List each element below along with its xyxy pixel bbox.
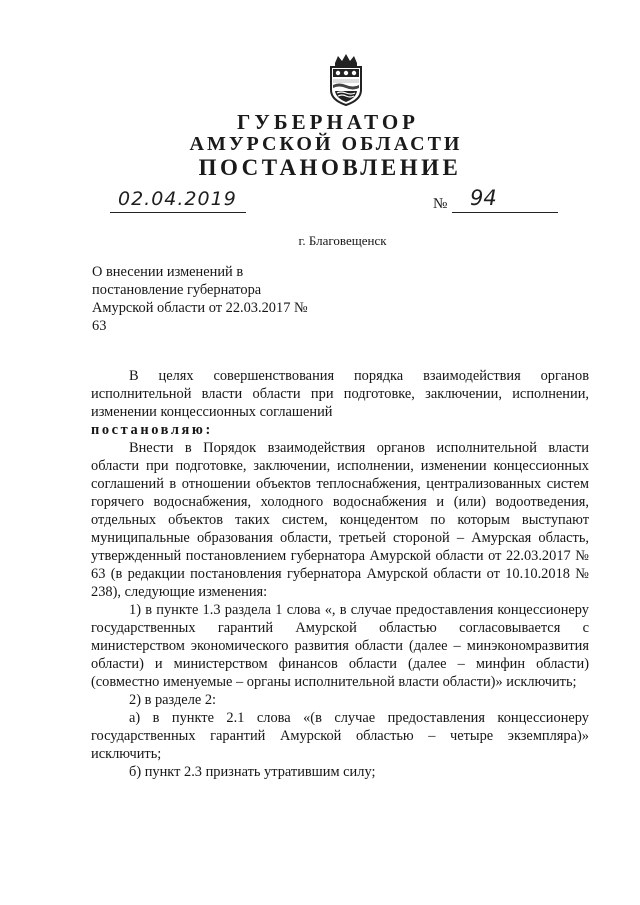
number-underline	[452, 212, 558, 213]
place-of-issue: г. Благовещенск	[298, 233, 387, 248]
amendment-item-2b: б) пункт 2.3 признать утратившим силу;	[129, 764, 376, 780]
resolve-word: постановляю:	[91, 422, 213, 438]
issuer-title: ГУБЕРНАТОР	[236, 110, 420, 134]
document-number: 94	[470, 186, 497, 210]
date-underline	[110, 212, 246, 213]
amendment-item-2: 2) в разделе 2:	[129, 692, 217, 708]
document-type-title: ПОСТАНОВЛЕНИЕ	[198, 155, 462, 180]
amur-oblast-coat-of-arms-icon	[323, 54, 369, 106]
document-body	[91, 367, 589, 781]
preamble-paragraph: В целях совершенствования порядка взаимодействия органов исполнительной власти области при подготовке, заключении, исполнении, изменении концессионных соглашений	[91, 368, 589, 420]
amendment-item-2a: а) в пункте 2.1 слова «(в случае предоставления концессионеру государственных гарантий Амурской областью – четыре экземпляра)» исключить;	[91, 710, 589, 762]
amendment-item-1: 1) в пункте 1.3 раздела 1 слова «, в случае предоставления концессионеру государственных гарантий Амурской областью согласовывается с министерством экономического развития области (далее – минэкономразвития области) и министерством финансов области (далее – минфин области) (совместно именуемые – органы исполнительной власти области)» исключить;	[91, 602, 589, 690]
region-title: АМУРСКОЙ ОБЛАСТИ	[189, 133, 463, 155]
document-date: 02.04.2019	[118, 188, 237, 210]
number-label: №	[433, 196, 448, 212]
main-paragraph: Внести в Порядок взаимодействия органов исполнительной власти области при подготовке, заключении, исполнении, изменении концессионных соглашений в отношении объектов теплоснабжения, централизованных систем горячего водоснабжения, холодного водоснабжения и (или) водоотведения, отдельных объектов таких систем, концедентом по которым выступают муниципальные образования области, третьей стороной – Амурская область, утвержденный постановлением губернатора Амурской области от 22.03.2017 № 63 (в редакции постановления губернатора Амурской области от 10.10.2018 № 238), следующие изменения:	[91, 440, 589, 600]
document-subject: О внесении изменений в постановление губернатора Амурской области от 22.03.2017 № 63	[92, 264, 308, 334]
